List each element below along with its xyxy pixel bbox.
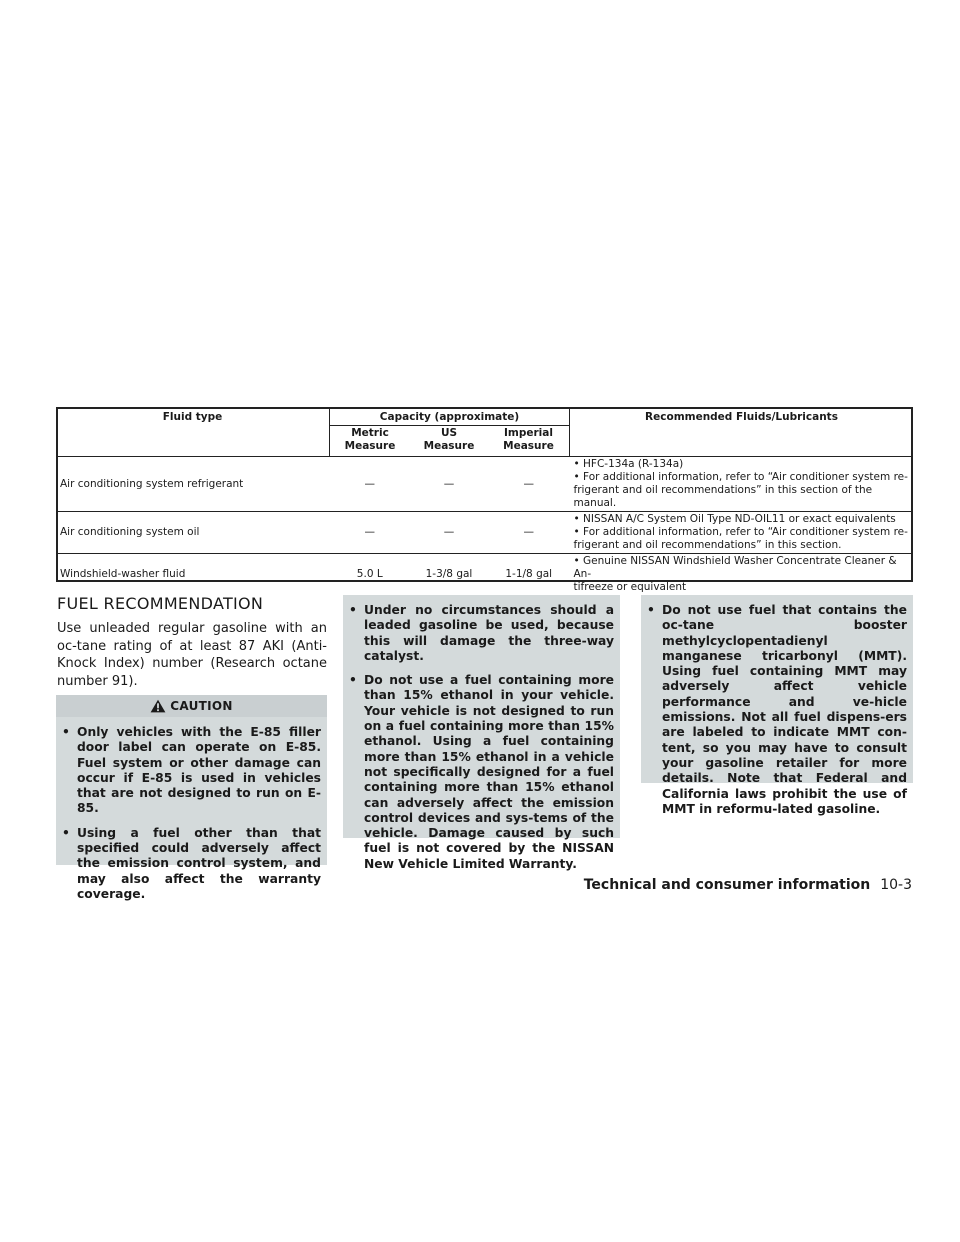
imperial-cell: — [488, 512, 570, 554]
header-fluid-type: Fluid type [162, 411, 223, 423]
caution-item-text: Only vehicles with the E-85 filler door label can operate on E-85. Fuel system or other damage can occur if E-85 is used in vehicles that are not designed to run on E-85. [77, 725, 321, 816]
caution-header [56, 695, 327, 717]
fluids-table [56, 407, 913, 595]
caution-list [641, 595, 913, 817]
rec-line: • For additional information, refer to “Air conditioner system re- [573, 471, 908, 483]
caution-item [62, 826, 321, 902]
rec-line: frigerant and oil recommendations” in this section. [573, 539, 842, 551]
metric-cell: — [330, 457, 411, 512]
header-capacity: Capacity (approximate) [330, 407, 570, 426]
rec-line: • HFC-134a (R-134a) [573, 458, 684, 470]
bullet: • [349, 603, 357, 617]
caution-item-text: Do not use fuel that contains the oc-tane booster methylcyclopentadienyl manganese tricarbonyl (MMT). Using fuel containing MMT may adversely affect vehicle performance and ve-hicle emissions. Not all fuel dispens-ers are labeled to indicate MMT con-tent, so you may have to consult your gasoline retailer for more details. Note that Federal and California laws prohibit the use of MMT in reformu-lated gasoline. [662, 603, 907, 816]
imperial-cell: — [488, 457, 570, 512]
bullet: • [62, 825, 70, 840]
table-row [56, 457, 913, 512]
warning-icon [150, 699, 166, 713]
fluid-type-cell: Air conditioning system refrigerant [56, 457, 330, 512]
us-cell: — [410, 457, 488, 512]
header-us-line2: Measure [423, 440, 475, 452]
us-cell: 1-3/8 gal [410, 554, 488, 596]
header-us [410, 426, 488, 457]
caution-box [56, 695, 327, 901]
header-imperial [488, 426, 570, 457]
header-us-line1: US [440, 427, 458, 439]
caution-item [647, 603, 907, 817]
bullet: • [62, 725, 70, 739]
caution-item-text: Using a fuel other than that specified could adversely affect the emission control system, and may also affect the warranty coverage. [77, 825, 321, 901]
rec-line: • NISSAN A/C System Oil Type ND-OIL11 or exact equivalents [573, 513, 896, 525]
rec-line: • For additional information, refer to “Air conditioner system re- [573, 526, 908, 538]
us-cell: — [410, 512, 488, 554]
caution-box-continued [343, 595, 620, 871]
fluid-type-cell: Air conditioning system oil [56, 512, 330, 554]
rec-line: • Genuine NISSAN Windshield Washer Concentrate Cleaner & An- [573, 555, 897, 580]
caution-item [349, 603, 614, 664]
caution-item [62, 725, 321, 817]
page-number: 10-3 [880, 877, 912, 893]
bullet: • [349, 673, 357, 688]
fluid-type-cell: Windshield-washer fluid [56, 554, 330, 596]
recommended-cell [570, 457, 914, 512]
page-footer [584, 877, 912, 893]
header-metric-line1: Metric [351, 427, 389, 439]
table-row [56, 512, 913, 554]
caution-box-continued [641, 595, 913, 816]
header-imperial-line1: Imperial [504, 427, 553, 439]
metric-cell: — [330, 512, 411, 554]
caution-list [56, 717, 327, 902]
bullet: • [647, 603, 655, 617]
section-heading: FUEL RECOMMENDATION [57, 594, 264, 613]
header-recommended: Recommended Fluids/Lubricants [645, 411, 838, 423]
caution-item [349, 673, 614, 872]
footer-section-title: Technical and consumer information [583, 877, 871, 893]
rec-line: manual. [573, 497, 617, 509]
header-imperial-line2: Measure [503, 440, 554, 452]
imperial-cell: 1-1/8 gal [488, 554, 570, 596]
header-metric-line2: Measure [344, 440, 396, 452]
rec-line: frigerant and oil recommendations” in this section of the [573, 484, 873, 496]
caution-item-text: Do not use a fuel containing more than 15% ethanol in your vehicle. Your vehicle is not designed to run on a fuel containing more than 15% ethanol. Using a fuel containing more than 15% ethanol in a vehicle not specifically designed for a fuel containing more than 15% ethanol can adversely affect the emission control devices and sys-tems of the vehicle. Damage caused by such fuel is not covered by the NISSAN New Vehicle Limited Warranty. [364, 673, 614, 871]
table-row [56, 554, 913, 596]
recommended-cell [570, 554, 914, 596]
metric-cell: 5.0 L [330, 554, 411, 596]
caution-list [343, 595, 620, 872]
recommended-cell [570, 512, 914, 554]
caution-title: CAUTION [170, 699, 233, 713]
rec-line: tifreeze or equivalent [573, 581, 687, 593]
caution-item-text: Under no circumstances should a leaded gasoline be used, because this will damage the three-way catalyst. [364, 603, 614, 663]
header-metric [330, 426, 411, 457]
intro-paragraph: Use unleaded regular gasoline with an oc-tane rating of at least 87 AKI (Anti-Knock Index) number (Research octane number 91). [57, 621, 327, 689]
